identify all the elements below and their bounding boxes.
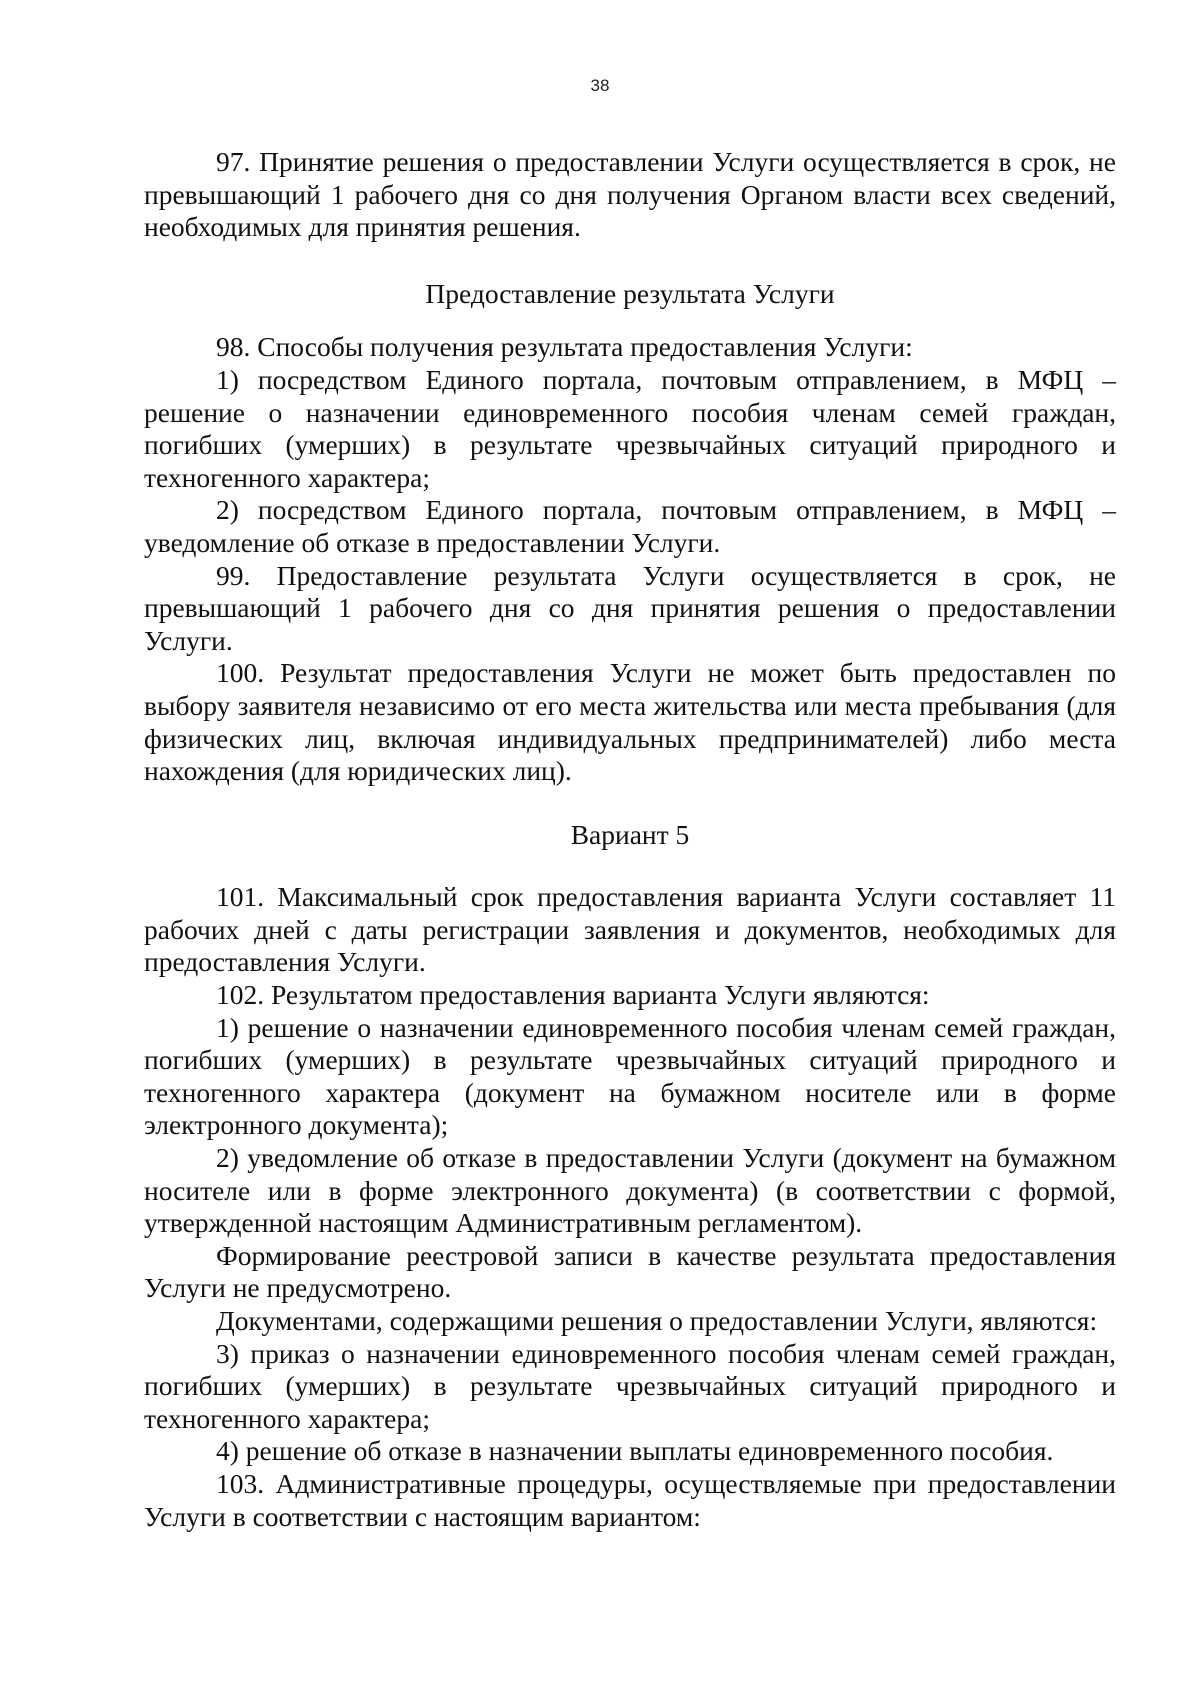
- paragraph-registry-note: Формирование реестровой записи в качестве результата предоставления Услуги не предусмотрено.: [144, 1239, 1116, 1304]
- paragraph-102: 102. Результатом предоставления варианта Услуги являются:: [216, 979, 930, 1011]
- list-item-102-1: 1) решение о назначении единовременного пособия членам семей граждан, погибших (умерших) в результате чрезвычайных ситуаций природного и техногенного характера (документ на бумажном носителе или в форме электронного документа);: [144, 1011, 1116, 1141]
- paragraph-99: 99. Предоставление результата Услуги осуществляется в срок, не превышающий 1 рабочего дня со дня принятия решения о предоставлении Услуги.: [144, 559, 1116, 656]
- document-body: [144, 146, 1116, 1533]
- paragraph-98: 98. Способы получения результата предоставления Услуги:: [216, 331, 913, 363]
- page-number: 38: [590, 76, 610, 95]
- section-heading-result: Предоставление результата Услуги: [425, 277, 835, 309]
- paragraph-97: 97. Принятие решения о предоставлении Услуги осуществляется в срок, не превышающий 1 рабочего дня со дня получения Органом власти всех сведений, необходимых для принятия решения.: [144, 146, 1116, 243]
- list-item-98-1: 1) посредством Единого портала, почтовым отправлением, в МФЦ – решение о назначении единовременного пособия членам семей граждан, погибших (умерших) в результате чрезвычайных ситуаций природного и техногенного характера;: [144, 363, 1116, 493]
- section-heading-variant-5: Вариант 5: [570, 818, 690, 850]
- list-item-102-2: 2) уведомление об отказе в предоставлении Услуги (документ на бумажном носителе или в форме электронного документа) (в соответствии с формой, утвержденной настоящим Административным регламентом).: [144, 1142, 1116, 1239]
- paragraph-103: 103. Административные процедуры, осуществляемые при предоставлении Услуги в соответствии с настоящим вариантом:: [144, 1467, 1116, 1532]
- list-item-98-2: 2) посредством Единого портала, почтовым отправлением, в МФЦ – уведомление об отказе в предоставлении Услуги.: [144, 494, 1116, 558]
- paragraph-decision-documents: Документами, содержащими решения о предоставлении Услуги, являются:: [216, 1305, 1098, 1336]
- paragraph-100: 100. Результат предоставления Услуги не может быть предоставлен по выбору заявителя независимо от его места жительства или места пребывания (для физических лиц, включая индивидуальных предпринимателей) либо места нахождения (для юридических лиц).: [144, 657, 1116, 787]
- paragraph-101: 101. Максимальный срок предоставления варианта Услуги составляет 11 рабочих дней с даты регистрации заявления и документов, необходимых для предоставления Услуги.: [144, 881, 1116, 978]
- list-item-102-4: 4) решение об отказе в назначении выплаты единовременного пособия.: [216, 1435, 1054, 1467]
- list-item-102-3: 3) приказ о назначении единовременного пособия членам семей граждан, погибших (умерших) в результате чрезвычайных ситуаций природного и техногенного характера;: [144, 1337, 1116, 1434]
